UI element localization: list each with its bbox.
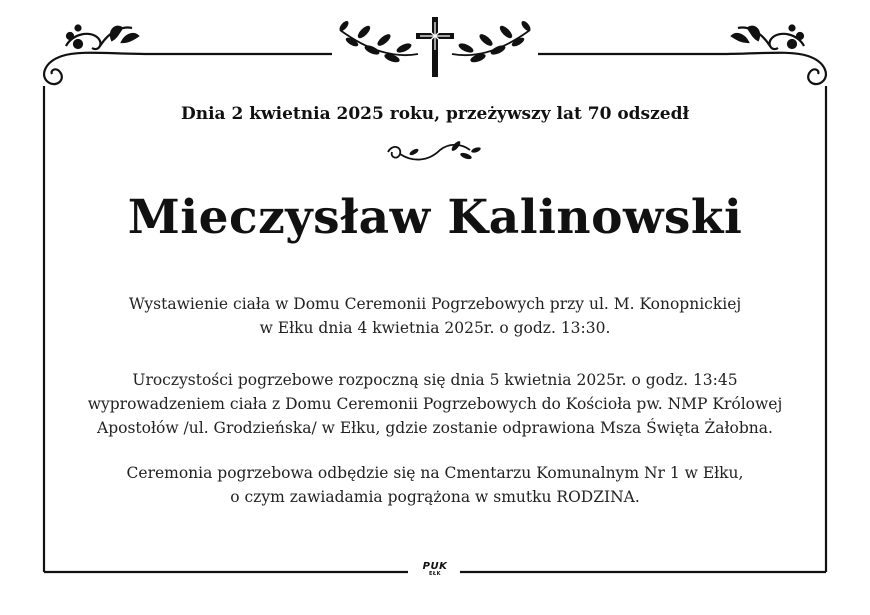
death-announcement-line: Dnia 2 kwietnia 2025 roku, przeżywszy lat 70 odszedł [180, 104, 690, 124]
viewing-paragraph [60, 292, 810, 340]
text-line: Ceremonia pogrzebowa odbędzie się na Cmentarzu Komunalnym Nr 1 w Ełku, [126, 464, 744, 482]
burial-paragraph [60, 461, 810, 509]
text-line: wyprowadzeniem ciała z Domu Ceremonii Pogrzebowych do Kościoła pw. NMP Królowej [87, 395, 783, 413]
text-line: Wystawienie ciała w Domu Ceremonii Pogrzebowych przy ul. M. Konopnickiej [128, 295, 742, 313]
scroll-corner-icon [720, 26, 826, 93]
deceased-name: Mieczysław Kalinowski [127, 190, 743, 245]
text-line: w Ełku dnia 4 kwietnia 2025r. o godz. 13:30. [259, 319, 611, 337]
logo-main-text: PUK [422, 561, 448, 572]
flourish-ornament-icon [409, 140, 482, 161]
logo-sub-text: EŁK [428, 571, 441, 577]
footer-logo [417, 562, 453, 577]
cross-icon [416, 17, 454, 77]
text-line: Uroczystości pogrzebowe rozpoczną się dnia 5 kwietnia 2025r. o godz. 13:45 [132, 371, 738, 389]
text-line: o czym zawiadamia pogrążona w smutku RODZINA. [230, 488, 640, 506]
text-line: Apostołów /ul. Grodzieńska/ w Ełku, gdzie zostanie odprawiona Msza Święta Żałobna. [97, 419, 773, 437]
ceremony-paragraph [60, 368, 810, 440]
scroll-corner-icon [44, 26, 150, 93]
